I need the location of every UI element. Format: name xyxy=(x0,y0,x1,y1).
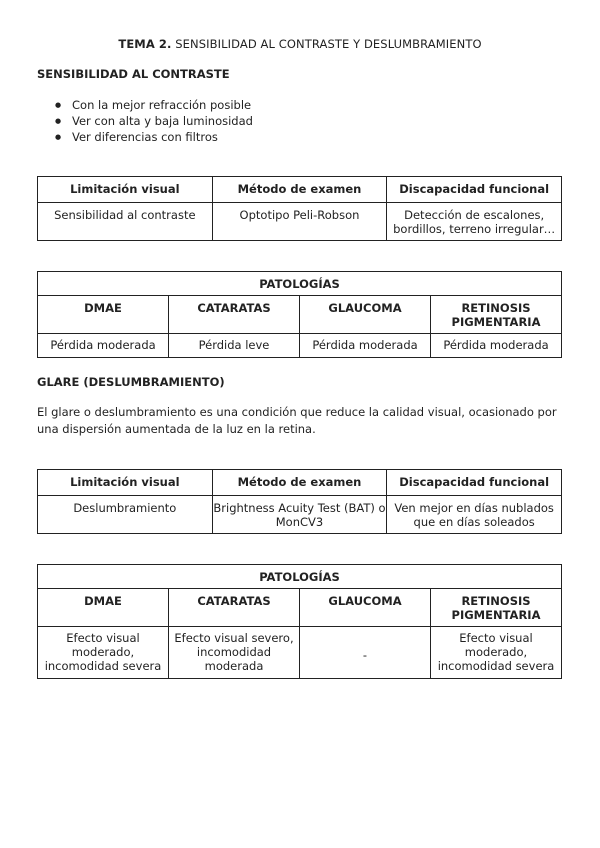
header-cell: Método de examen xyxy=(212,470,387,496)
section-heading-glare: GLARE (DESLUMBRAMIENTO) xyxy=(37,375,225,389)
title-rest: SENSIBILIDAD AL CONTRASTE Y DESLUMBRAMIENTO xyxy=(171,37,482,51)
header-cell: DMAE xyxy=(38,589,169,627)
table-cell: Deslumbramiento xyxy=(38,496,213,534)
pathologies-banner: PATOLOGÍAS xyxy=(38,272,562,296)
table-header-row xyxy=(38,296,562,334)
pathologies-table-glare xyxy=(37,564,562,679)
table-banner-row xyxy=(38,565,562,589)
header-cell: Limitación visual xyxy=(38,470,213,496)
limitation-table-glare xyxy=(37,469,562,534)
list-item: ● Con la mejor refracción posible xyxy=(55,97,253,113)
header-cell: GLAUCOMA xyxy=(300,589,431,627)
table-row xyxy=(38,203,562,241)
section-heading-contrast: SENSIBILIDAD AL CONTRASTE xyxy=(37,67,230,81)
table-header-row xyxy=(38,177,562,203)
table-cell: Efecto visual moderado, incomodidad severa xyxy=(38,627,169,679)
limitation-table-contrast xyxy=(37,176,562,241)
header-cell: CATARATAS xyxy=(169,589,300,627)
title-bold: TEMA 2. xyxy=(118,37,172,51)
header-cell: DMAE xyxy=(38,296,169,334)
table-cell: Ven mejor en días nublados que en días soleados xyxy=(387,496,562,534)
table-cell: Pérdida moderada xyxy=(300,334,431,358)
table-row xyxy=(38,334,562,358)
table-cell: Efecto visual moderado, incomodidad severa xyxy=(431,627,562,679)
table-cell: Brightness Acuity Test (BAT) o MonCV3 xyxy=(212,496,387,534)
table-cell: Pérdida leve xyxy=(169,334,300,358)
table-row xyxy=(38,627,562,679)
table-row xyxy=(38,496,562,534)
header-cell: Limitación visual xyxy=(38,177,213,203)
list-item: ● Ver con alta y baja luminosidad xyxy=(55,113,253,129)
header-cell: RETINOSIS PIGMENTARIA xyxy=(431,589,562,627)
header-cell: GLAUCOMA xyxy=(300,296,431,334)
pathologies-banner: PATOLOGÍAS xyxy=(38,565,562,589)
table-cell: Pérdida moderada xyxy=(38,334,169,358)
table-cell: Sensibilidad al contraste xyxy=(38,203,213,241)
table-banner-row xyxy=(38,272,562,296)
list-item: ● Ver diferencias con filtros xyxy=(55,129,253,145)
table-cell: Pérdida moderada xyxy=(431,334,562,358)
table-cell: Optotipo Peli-Robson xyxy=(212,203,387,241)
table-header-row xyxy=(38,470,562,496)
pathologies-table-contrast xyxy=(37,271,562,358)
table-cell: - xyxy=(300,627,431,679)
header-cell: Discapacidad funcional xyxy=(387,177,562,203)
table-cell: Detección de escalones, bordillos, terreno irregular… xyxy=(387,203,562,241)
header-cell: Discapacidad funcional xyxy=(387,470,562,496)
table-cell: Efecto visual severo, incomodidad moderada xyxy=(169,627,300,679)
table-header-row xyxy=(38,589,562,627)
header-cell: Método de examen xyxy=(212,177,387,203)
bullet-list xyxy=(55,97,253,145)
header-cell: CATARATAS xyxy=(169,296,300,334)
glare-paragraph: El glare o deslumbramiento es una condición que reduce la calidad visual, ocasionado por una dispersión aumentada de la luz en la retina. xyxy=(37,405,557,436)
page-title xyxy=(0,37,600,51)
header-cell: RETINOSIS PIGMENTARIA xyxy=(431,296,562,334)
